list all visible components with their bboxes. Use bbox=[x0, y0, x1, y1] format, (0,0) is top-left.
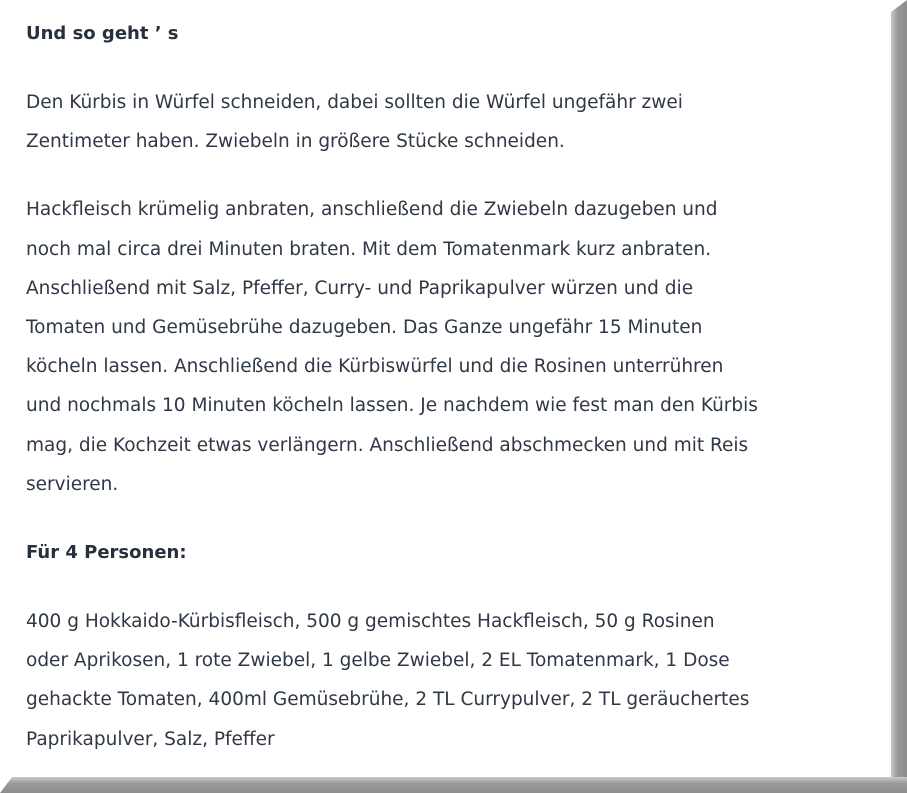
text-line: gehackte Tomaten, 400ml Gemüsebrühe, 2 TL Currypulver, 2 TL geräuchertes bbox=[26, 689, 750, 711]
text-line: Den Kürbis in Würfel schneiden, dabei sollten die Würfel ungefähr zwei bbox=[26, 92, 683, 113]
text-line: mag, die Kochzeit etwas verlängern. Anschließend abschmecken und mit Reis bbox=[26, 434, 749, 456]
text-line: Zentimeter haben. Zwiebeln in größere Stücke schneiden. bbox=[26, 131, 565, 153]
instructions-heading: Und so geht ’ s bbox=[26, 23, 179, 44]
text-line: oder Aprikosen, 1 rote Zwiebel, 1 gelbe Zwiebel, 2 EL Tomatenmark, 1 Dose bbox=[26, 650, 730, 672]
text-line: Anschließend mit Salz, Pfeffer, Curry- und Paprikapulver würzen und die bbox=[26, 277, 694, 299]
recipe-content bbox=[26, 14, 856, 759]
page-shadow-bottom bbox=[0, 777, 907, 793]
ingredients-paragraph bbox=[26, 602, 856, 759]
text-line: servieren. bbox=[26, 473, 119, 495]
text-line: Tomaten und Gemüsebrühe dazugeben. Das Ganze ungefähr 15 Minuten bbox=[26, 317, 703, 339]
instructions-paragraph-2 bbox=[26, 190, 856, 504]
page-shadow-right bbox=[891, 0, 907, 793]
text-line: köcheln lassen. Anschließend die Kürbiswürfel und die Rosinen unterrühren bbox=[26, 356, 724, 378]
text-line: 400 g Hokkaido-Kürbisfleisch, 500 g gemischtes Hackfleisch, 50 g Rosinen bbox=[26, 611, 715, 633]
text-line: Paprikapulver, Salz, Pfeffer bbox=[26, 728, 275, 750]
text-line: Hackfleisch krümelig anbraten, anschließend die Zwiebeln dazugeben und bbox=[26, 199, 718, 221]
text-line: und nochmals 10 Minuten köcheln lassen. Je nachdem wie fest man den Kürbis bbox=[26, 395, 758, 417]
servings-heading: Für 4 Personen: bbox=[26, 542, 187, 564]
text-line: noch mal circa drei Minuten braten. Mit dem Tomatenmark kurz anbraten. bbox=[26, 238, 712, 260]
instructions-paragraph-1 bbox=[26, 83, 856, 161]
